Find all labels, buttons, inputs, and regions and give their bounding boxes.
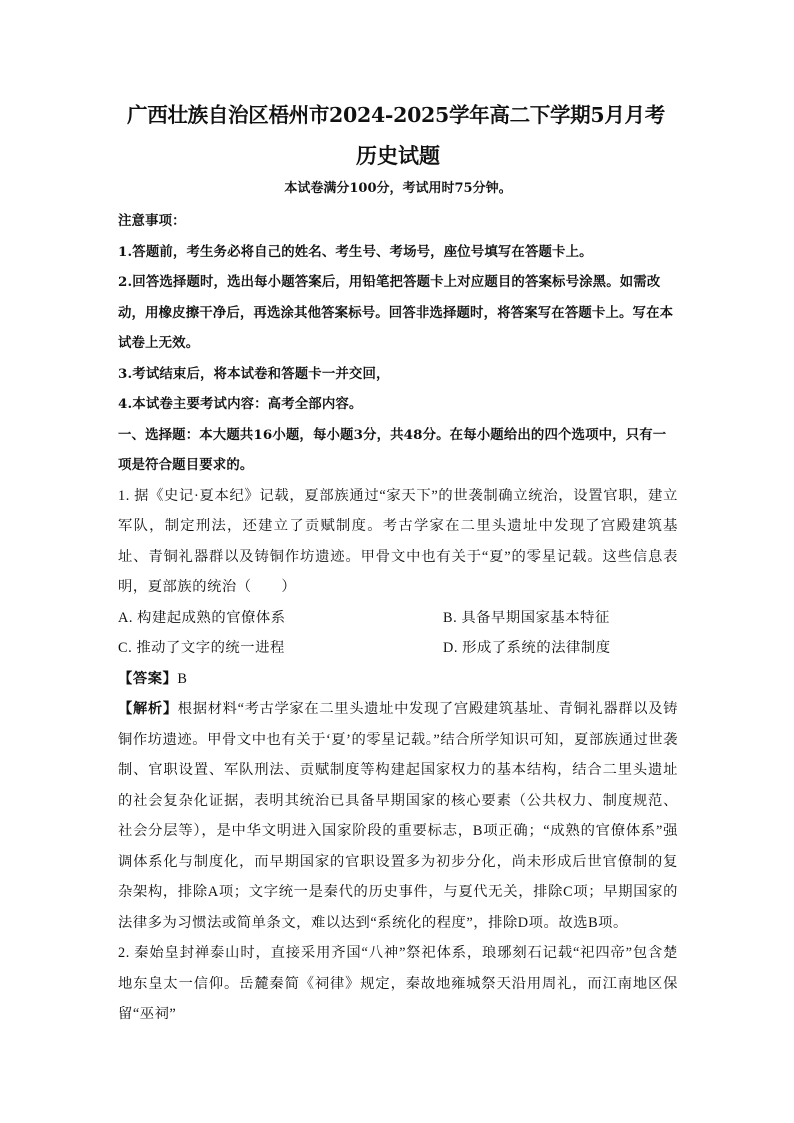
option-b: B. 具备早期国家基本特征 [443, 609, 610, 626]
exam-title: 广西壮族自治区梧州市2024-2025学年高二下学期5月月考 [127, 103, 665, 127]
exam-subtitle: 历史试题 [356, 143, 440, 168]
notice-item-2: 2.回答选择题时，选出每小题答案后，用铅笔把答题卡上对应题目的答案标号涂黑。如需改动，用橡皮擦干净后，再选涂其他答案标号。回答非选择题时，将答案写在答题卡上。写在本试卷上无效。 [118, 274, 674, 351]
answer-line [118, 664, 678, 695]
question-1-options [118, 603, 678, 664]
notice-heading: 注意事项： [118, 213, 186, 229]
question-1-stem: 1. 据《史记·夏本纪》记载，夏部族通过“家天下”的世袭制确立统治，设置官职，建立军队，制定刑法，还建立了贡赋制度。考古学家在二里头遗址中发现了宫殿建筑基址、青铜礼器群以及铸铜作坊遗迹。甲骨文中也有关于“夏”的零星记载。这些信息表明，夏部族的统治（ ） [118, 487, 678, 595]
option-c: C. 推动了文字的统一进程 [118, 640, 285, 656]
option-a: A. 构建起成熟的官僚体系 [118, 609, 286, 626]
question-2-stem: 2. 秦始皇封禅泰山时，直接采用齐国“八神”祭祀体系，琅琊刻石记载“祀四帝”包含楚地东皇太一信仰。岳麓秦简《祠律》规定，秦故地雍城祭天沿用周礼，而江南地区保留“巫祠” [118, 945, 678, 1022]
answer-value: B [177, 670, 188, 687]
section-heading: 一、选择题：本大题共16小题，每小题3分，共48分。在每小题给出的四个选项中，只有一项是符合题目要求的。 [118, 426, 667, 473]
notice-item-4: 4.本试卷主要考试内容：高考全部内容。 [118, 396, 363, 412]
analysis-paragraph [118, 694, 678, 938]
exam-info: 本试卷满分100分，考试用时75分钟。 [284, 181, 512, 196]
answer-label: 【答案】 [118, 670, 178, 687]
analysis-text: 根据材料“考古学家在二里头遗址中发现了宫殿建筑基址、青铜礼器群以及铸铜作坊遗迹。甲骨文中也有关于‘夏’的零星记载。”结合所学知识可知，夏部族通过世袭制、官职设置、军队刑法、贡赋制度等构建起国家权力的基本结构，结合二里头遗址的社会复杂化证据，表明其统治已具备早期国家的核心要素（公共权力、制度规范、社会分层等），是中华文明进入国家阶段的重要标志，B项正确；“成熟的官僚体系”强调体系化与制度化，而早期国家的官职设置多为初步分化，尚未形成后世官僚制的复杂架构，排除A项；文字统一是秦代的历史事件，与夏代无关，排除C项；早期国家的法律多为习惯法或简单条文，难以达到“系统化的程度”，排除D项。故选B项。 [118, 701, 678, 931]
option-d: D. 形成了系统的法律制度 [443, 640, 611, 656]
notice-item-3: 3.考试结束后，将本试卷和答题卡一并交回， [118, 365, 390, 382]
exam-page [118, 98, 678, 1030]
analysis-label: 【解析】 [118, 701, 178, 717]
notice-item-1: 1.答题前，考生务必将自己的姓名、考生号、考场号，座位号填写在答题卡上。 [118, 243, 593, 260]
